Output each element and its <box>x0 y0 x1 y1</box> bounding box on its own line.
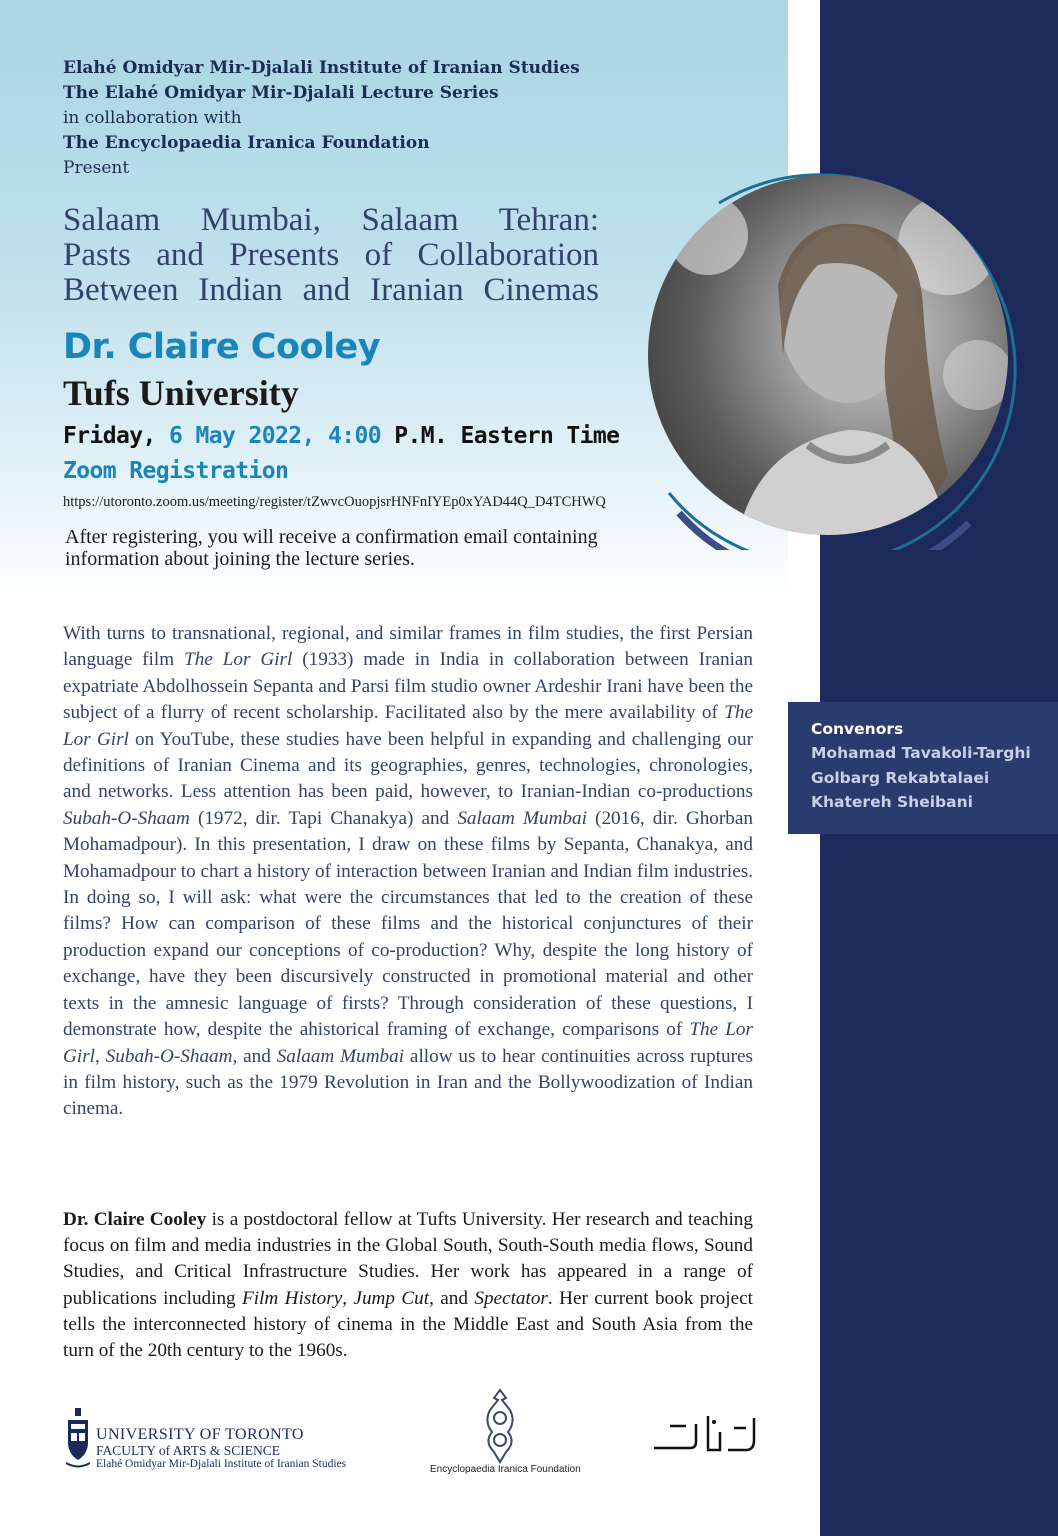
title-line-1: Salaam Mumbai, Salaam Tehran: <box>63 202 599 238</box>
speaker-portrait <box>648 175 1008 535</box>
convenor-name: Mohamad Tavakoli-Targhi <box>811 744 1031 762</box>
event-timezone: P.M. Eastern Time <box>394 423 620 449</box>
zoom-registration-heading: Zoom Registration <box>63 458 289 484</box>
film-title: Subah-O-Shaam <box>105 1045 233 1067</box>
film-title: Subah-O-Shaam <box>63 807 190 829</box>
film-title: The Lor Girl <box>63 702 753 750</box>
film-title: Salaam Mumbai <box>457 807 587 829</box>
institute-name: Elahé Omidyar Mir-Djalali Institute of Iranian Studies <box>63 58 580 78</box>
publication-title: Film History <box>242 1287 343 1309</box>
zoom-registration-link[interactable]: https://utoronto.zoom.us/meeting/register/tZwvcOuopjsrHNFnIYEp0xYAD44Q_D4TCHWQ <box>63 494 606 510</box>
event-time: 4:00 <box>327 423 381 449</box>
event-day: Friday, <box>63 423 156 449</box>
film-title: Salaam Mumbai <box>276 1045 405 1067</box>
lecture-abstract <box>63 621 753 1123</box>
iran-nameh-logo-icon <box>650 1410 760 1460</box>
lecture-title <box>63 203 599 308</box>
presenters-block <box>63 56 623 181</box>
confirmation-note: After registering, you will receive a confirmation email containing information about joining the lecture series. <box>65 526 598 570</box>
convenor-name: Golbarg Rekabtalaei <box>811 768 990 787</box>
speaker-affiliation: Tufs University <box>63 373 299 413</box>
abstract-text: (1933) made in India in collaboration between Iranian expatriate Abdolhossein Sepanta and Parsi film studio owner Ardeshir Irani have been the subject of a flurry of recent scholarship. Facilitated also by the mere availability of <box>63 649 754 724</box>
abstract-text: (1972, dir. Tapi Chanakya) and <box>189 807 458 829</box>
eif-emblem-icon <box>430 1388 570 1464</box>
abstract-text: on YouTube, these studies have been helpful in expanding and challenging our definitions of Iranian Cinema and its geographies, genres, technologies, chronologies, and networks. Less attention has been paid, however, to Iranian-Indian co-productions <box>63 728 753 803</box>
lecture-series-name: The Elahé Omidyar Mir-Djalali Lecture Series <box>63 83 499 103</box>
speaker-name: Dr. Claire Cooley <box>63 327 381 367</box>
title-line-2: Pasts and Presents of Collaboration <box>63 237 599 273</box>
speaker-bio <box>63 1207 753 1364</box>
convenor-name: Khatereh Sheibani <box>811 793 973 811</box>
uoft-institute: Elahé Omidyar Mir-Djalali Institute of Iranian Studies <box>96 1458 347 1470</box>
film-title: The Lor Girl <box>184 649 293 671</box>
present-text: Present <box>63 158 130 178</box>
bio-text: , <box>342 1287 354 1309</box>
event-datetime <box>63 423 619 449</box>
convenors-heading: Convenors <box>811 720 904 738</box>
portrait-image <box>648 175 1008 535</box>
publication-title: Spectator <box>474 1287 548 1309</box>
foundation-name: The Encyclopaedia Iranica Foundation <box>63 133 430 153</box>
abstract-text: , and <box>232 1045 277 1067</box>
encyclopaedia-iranica-logo <box>430 1388 581 1478</box>
uoft-crest-icon <box>66 1408 90 1470</box>
abstract-text: allow us to hear continuities across ruptures in film history, such as the 1979 Revolution in Iran and the Bollywoodization of Indian cinema. <box>63 1045 754 1120</box>
convenors-box <box>788 702 1058 834</box>
collaboration-text: in collaboration with <box>63 108 242 128</box>
bio-speaker-name: Dr. Claire Cooley <box>63 1209 207 1230</box>
film-title: The Lor Girl <box>63 1019 753 1067</box>
event-date: 6 May 2022, <box>168 423 315 449</box>
abstract-text: (2016, dir. Ghorban Mohamadpour). In this presentation, I draw on these films by Sepanta, Chanakya, and Mohamadpour to chart a history of interaction between Iranian and Indian film industries. In doing so, I will ask: what were the circumstances that led to the creation of these films? How can comparison of these films and the historical conjunctures of their production expand our conceptions of co-production? Why, despite the long history of exchange, have they been discursively constructed in promotional material and other texts in the amnesic language of firsts? Through consideration of these questions, I demonstrate how, despite the ahistorical framing of exchange, comparisons of <box>63 807 754 1041</box>
uoft-faculty: FACULTY of ARTS & SCIENCE <box>96 1443 280 1458</box>
eif-caption: Encyclopaedia Iranica Foundation <box>430 1464 581 1475</box>
bio-text: is a postdoctoral fellow at Tufts University. Her research and teaching focus on film and media industries in the Global South, South-South media flows, Sound Studies, and Critical Infrastructure Studies. Her work has appeared in a range of publications including <box>63 1209 753 1309</box>
title-line-3: Between Indian and Iranian Cinemas <box>63 272 599 308</box>
uoft-name: UNIVERSITY OF TORONTO <box>96 1426 304 1443</box>
abstract-text: , <box>95 1045 106 1067</box>
publication-title: Jump Cut <box>353 1287 430 1309</box>
bio-text: , and <box>429 1287 475 1309</box>
abstract-text: With turns to transnational, regional, and similar frames in film studies, the first Persian language film <box>63 623 753 671</box>
bio-text: . Her current book project tells the interconnected history of cinema in the Middle East and South Asia from the turn of the 20th century to the 1960s. <box>63 1287 753 1362</box>
